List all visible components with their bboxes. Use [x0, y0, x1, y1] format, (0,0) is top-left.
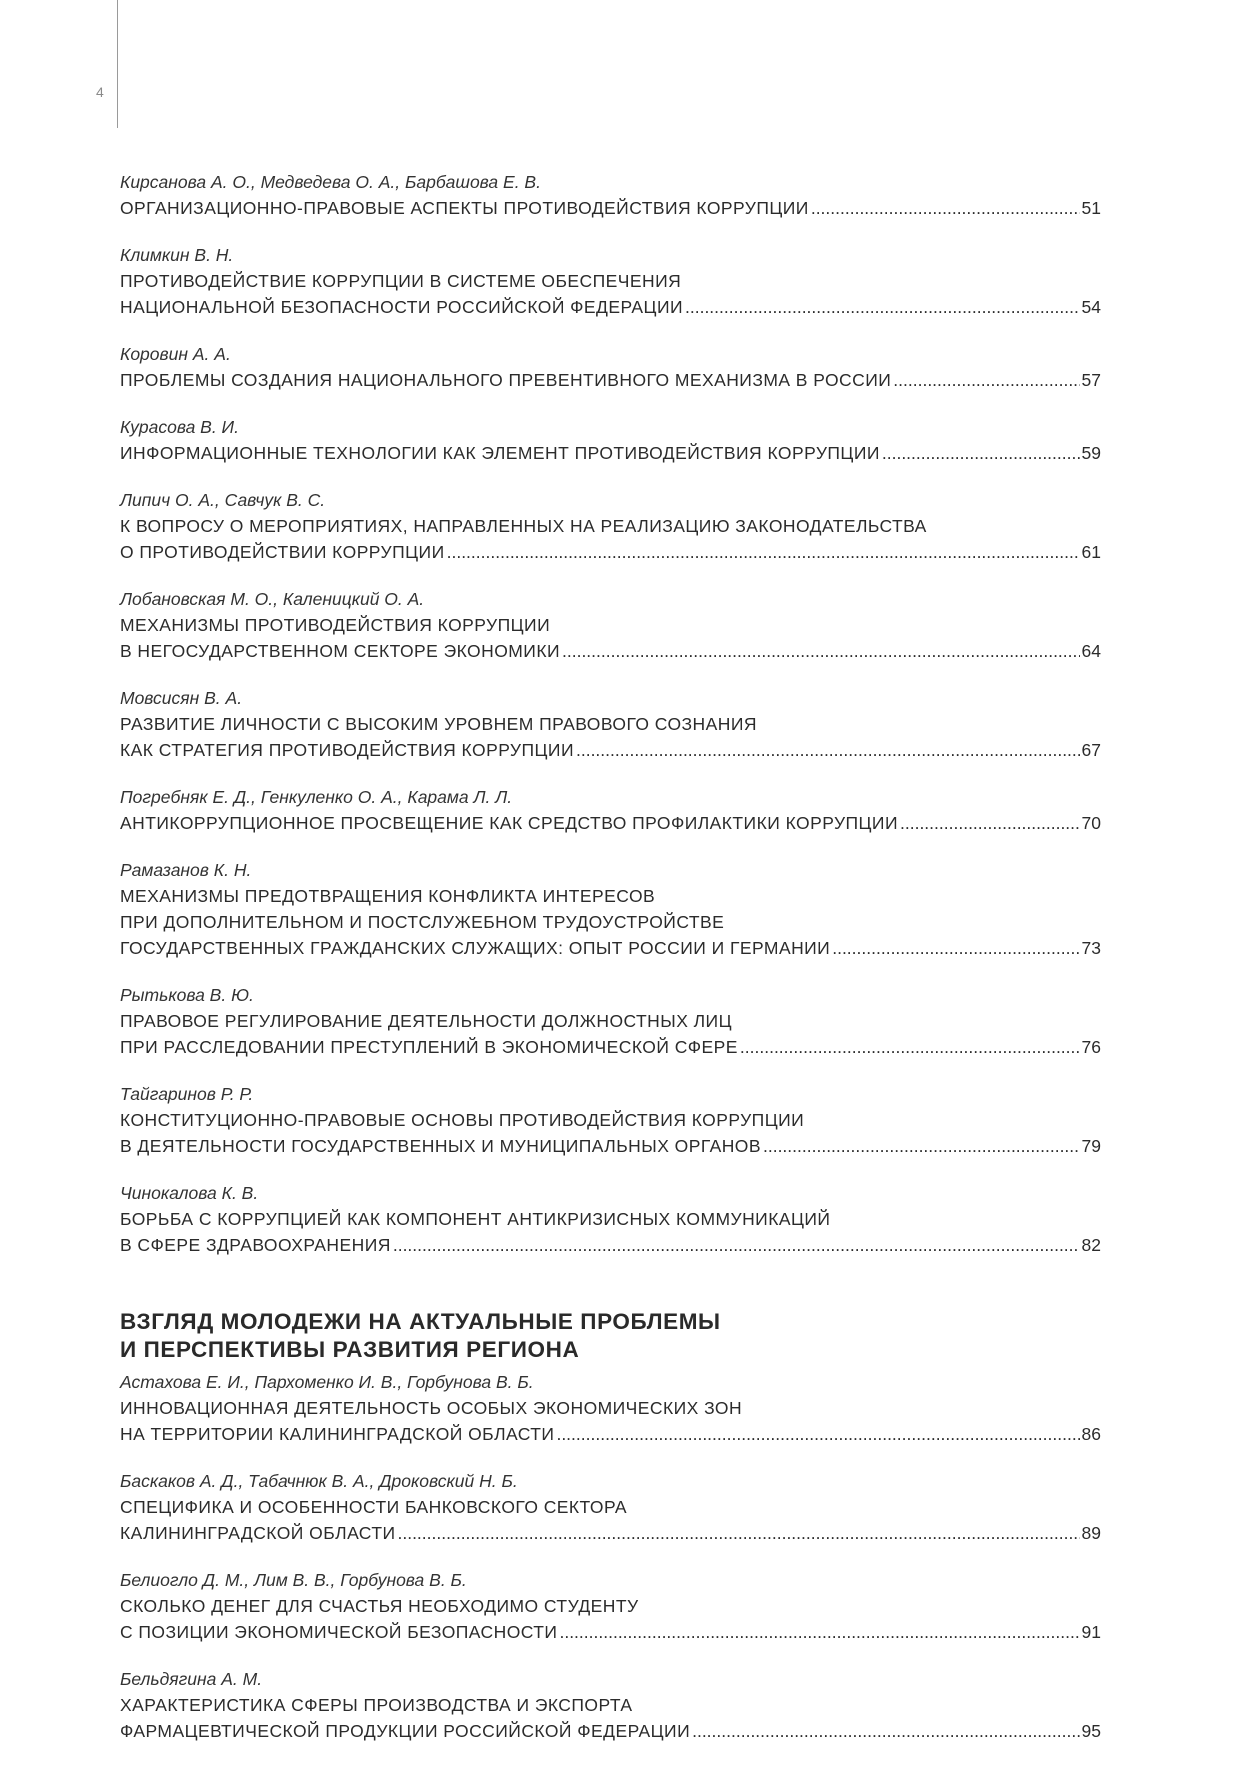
- entry-page-number[interactable]: 61: [1081, 542, 1101, 562]
- dot-leader: [900, 810, 1080, 836]
- entry-title-last-line: [120, 367, 1101, 393]
- dot-leader: [832, 935, 1079, 961]
- dot-leader: [692, 1718, 1079, 1744]
- entry-authors: Коровин А. А.: [120, 344, 231, 364]
- entry-title-last-line: [120, 638, 1101, 664]
- entry-title-text: КАЛИНИНГРАДСКОЙ ОБЛАСТИ: [120, 1523, 396, 1543]
- dot-leader: [562, 638, 1080, 664]
- entry-authors: Рытькова В. Ю.: [120, 985, 254, 1005]
- entry-title-last-line: [120, 1718, 1101, 1744]
- toc-entry[interactable]: [120, 243, 1101, 320]
- dot-leader: [893, 367, 1079, 393]
- dot-leader: [393, 1232, 1080, 1258]
- entry-title-text: ФАРМАЦЕВТИЧЕСКОЙ ПРОДУКЦИИ РОССИЙСКОЙ ФЕДЕРАЦИИ: [120, 1721, 691, 1741]
- entry-authors: Климкин В. Н.: [120, 245, 234, 265]
- dot-leader: [559, 1619, 1079, 1645]
- entry-title-last-line: [120, 737, 1101, 763]
- entry-title-text: ПРОБЛЕМЫ СОЗДАНИЯ НАЦИОНАЛЬНОГО ПРЕВЕНТИВНОГО МЕХАНИЗМА В РОССИИ: [120, 370, 892, 390]
- entry-authors: Баскаков А. Д., Табачнюк В. А., Дроковский Н. Б.: [120, 1471, 518, 1491]
- toc-entry[interactable]: [120, 1568, 1101, 1645]
- entry-title-line: СКОЛЬКО ДЕНЕГ ДЛЯ СЧАСТЬЯ НЕОБХОДИМО СТУДЕНТУ: [120, 1596, 639, 1616]
- entry-title-text: О ПРОТИВОДЕЙСТВИИ КОРРУПЦИИ: [120, 542, 445, 562]
- entry-title-line: КОНСТИТУЦИОННО-ПРАВОВЫЕ ОСНОВЫ ПРОТИВОДЕЙСТВИЯ КОРРУПЦИИ: [120, 1110, 805, 1130]
- entry-title-last-line: [120, 440, 1101, 466]
- entry-authors: Погребняк Е. Д., Генкуленко О. А., Карама Л. Л.: [120, 787, 513, 807]
- entry-authors: Курасова В. И.: [120, 417, 239, 437]
- entry-title-line: ХАРАКТЕРИСТИКА СФЕРЫ ПРОИЗВОДСТВА И ЭКСПОРТА: [120, 1695, 633, 1715]
- entry-title-text: С ПОЗИЦИИ ЭКОНОМИЧЕСКОЙ БЕЗОПАСНОСТИ: [120, 1622, 558, 1642]
- entry-title-last-line: [120, 1133, 1101, 1159]
- entry-title-line: МЕХАНИЗМЫ ПРОТИВОДЕЙСТВИЯ КОРРУПЦИИ: [120, 615, 551, 635]
- entry-title-text: АНТИКОРРУПЦИОННОЕ ПРОСВЕЩЕНИЕ КАК СРЕДСТВО ПРОФИЛАКТИКИ КОРРУПЦИИ: [120, 813, 898, 833]
- dot-leader: [397, 1520, 1079, 1546]
- entry-title-last-line: [120, 539, 1101, 565]
- entry-title-text: ГОСУДАРСТВЕННЫХ ГРАЖДАНСКИХ СЛУЖАЩИХ: ОПЫТ РОССИИ И ГЕРМАНИИ: [120, 938, 831, 958]
- entry-authors: Белиогло Д. М., Лим В. В., Горбунова В. Б.: [120, 1570, 467, 1590]
- entry-authors: Липич О. А., Савчук В. С.: [120, 490, 326, 510]
- entry-page-number[interactable]: 70: [1081, 813, 1101, 833]
- dot-leader: [740, 1034, 1080, 1060]
- entry-title-text: НАЦИОНАЛЬНОЙ БЕЗОПАСНОСТИ РОССИЙСКОЙ ФЕДЕРАЦИИ: [120, 297, 683, 317]
- toc-entry[interactable]: [120, 785, 1101, 836]
- toc-entry[interactable]: [120, 1667, 1101, 1744]
- entry-title-line: ИННОВАЦИОННАЯ ДЕЯТЕЛЬНОСТЬ ОСОБЫХ ЭКОНОМИЧЕСКИХ ЗОН: [120, 1398, 743, 1418]
- toc-entry[interactable]: [120, 342, 1101, 393]
- dot-leader: [556, 1421, 1079, 1447]
- entry-page-number[interactable]: 54: [1081, 297, 1101, 317]
- entry-title-text: НА ТЕРРИТОРИИ КАЛИНИНГРАДСКОЙ ОБЛАСТИ: [120, 1424, 555, 1444]
- entry-authors: Кирсанова А. О., Медведева О. А., Барбашова Е. В.: [120, 172, 541, 192]
- entry-title-text: В НЕГОСУДАРСТВЕННОМ СЕКТОРЕ ЭКОНОМИКИ: [120, 641, 560, 661]
- entry-title-line: РАЗВИТИЕ ЛИЧНОСТИ С ВЫСОКИМ УРОВНЕМ ПРАВОВОГО СОЗНАНИЯ: [120, 714, 757, 734]
- section-heading: [120, 1308, 1101, 1364]
- entry-page-number[interactable]: 89: [1081, 1523, 1101, 1543]
- dot-leader: [576, 737, 1080, 763]
- table-of-contents: [120, 170, 1101, 1766]
- entry-title-line: ПРАВОВОЕ РЕГУЛИРОВАНИЕ ДЕЯТЕЛЬНОСТИ ДОЛЖНОСТНЫХ ЛИЦ: [120, 1011, 732, 1031]
- toc-entry[interactable]: [120, 1469, 1101, 1546]
- entry-title-text: В ДЕЯТЕЛЬНОСТИ ГОСУДАРСТВЕННЫХ И МУНИЦИПАЛЬНЫХ ОРГАНОВ: [120, 1136, 761, 1156]
- entry-title-line: БОРЬБА С КОРРУПЦИЕЙ КАК КОМПОНЕНТ АНТИКРИЗИСНЫХ КОММУНИКАЦИЙ: [120, 1209, 831, 1229]
- margin-rule: [117, 0, 118, 128]
- entry-page-number[interactable]: 57: [1081, 370, 1101, 390]
- toc-entry[interactable]: [120, 983, 1101, 1060]
- entry-page-number[interactable]: 76: [1081, 1037, 1101, 1057]
- section-heading-line: И ПЕРСПЕКТИВЫ РАЗВИТИЯ РЕГИОНА: [120, 1337, 580, 1362]
- entry-authors: Лобановская М. О., Каленицкий О. А.: [120, 589, 425, 609]
- entry-page-number[interactable]: 82: [1081, 1235, 1101, 1255]
- toc-entry[interactable]: [120, 1181, 1101, 1258]
- toc-entry[interactable]: [120, 686, 1101, 763]
- entry-title-last-line: [120, 1034, 1101, 1060]
- entry-title-text: КАК СТРАТЕГИЯ ПРОТИВОДЕЙСТВИЯ КОРРУПЦИИ: [120, 740, 574, 760]
- entry-authors: Бельдягина А. М.: [120, 1669, 263, 1689]
- entry-authors: Чинокалова К. В.: [120, 1183, 259, 1203]
- toc-part-1: [120, 170, 1101, 1258]
- entry-title-last-line: [120, 935, 1101, 961]
- dot-leader: [685, 294, 1080, 320]
- entry-page-number[interactable]: 51: [1081, 198, 1101, 218]
- entry-title-line: СПЕЦИФИКА И ОСОБЕННОСТИ БАНКОВСКОГО СЕКТОРА: [120, 1497, 628, 1517]
- entry-title-text: ПРИ РАССЛЕДОВАНИИ ПРЕСТУПЛЕНИЙ В ЭКОНОМИЧЕСКОЙ СФЕРЕ: [120, 1037, 738, 1057]
- dot-leader: [447, 539, 1080, 565]
- entry-page-number[interactable]: 79: [1081, 1136, 1101, 1156]
- toc-entry[interactable]: [120, 587, 1101, 664]
- entry-title-last-line: [120, 1520, 1101, 1546]
- entry-authors: Мовсисян В. А.: [120, 688, 243, 708]
- entry-title-text: В СФЕРЕ ЗДРАВООХРАНЕНИЯ: [120, 1235, 391, 1255]
- entry-title-line: ПРИ ДОПОЛНИТЕЛЬНОМ И ПОСТСЛУЖЕБНОМ ТРУДОУСТРОЙСТВЕ: [120, 912, 725, 932]
- entry-authors: Астахова Е. И., Пархоменко И. В., Горбунова В. Б.: [120, 1372, 534, 1392]
- entry-title-last-line: [120, 1619, 1101, 1645]
- entry-page-number[interactable]: 67: [1081, 740, 1101, 760]
- entry-title-line: МЕХАНИЗМЫ ПРЕДОТВРАЩЕНИЯ КОНФЛИКТА ИНТЕРЕСОВ: [120, 886, 656, 906]
- entry-page-number[interactable]: 64: [1081, 641, 1101, 661]
- entry-title-line: К ВОПРОСУ О МЕРОПРИЯТИЯХ, НАПРАВЛЕННЫХ НА РЕАЛИЗАЦИЮ ЗАКОНОДАТЕЛЬСТВА: [120, 516, 927, 536]
- toc-entry[interactable]: [120, 1082, 1101, 1159]
- entry-authors: Тайгаринов Р. Р.: [120, 1084, 254, 1104]
- toc-entry[interactable]: [120, 488, 1101, 565]
- entry-page-number[interactable]: 95: [1081, 1721, 1101, 1741]
- toc-part-2: [120, 1370, 1101, 1744]
- entry-title-last-line: [120, 1421, 1101, 1447]
- toc-entry[interactable]: [120, 170, 1101, 221]
- page-number: 4: [96, 84, 104, 100]
- entry-title-last-line: [120, 294, 1101, 320]
- entry-page-number[interactable]: 73: [1081, 938, 1101, 958]
- dot-leader: [763, 1133, 1080, 1159]
- entry-page-number[interactable]: 86: [1081, 1424, 1101, 1444]
- entry-title-last-line: [120, 810, 1101, 836]
- entry-title-text: ИНФОРМАЦИОННЫЕ ТЕХНОЛОГИИ КАК ЭЛЕМЕНТ ПРОТИВОДЕЙСТВИЯ КОРРУПЦИИ: [120, 443, 880, 463]
- entry-title-last-line: [120, 1232, 1101, 1258]
- entry-title-line: ПРОТИВОДЕЙСТВИЕ КОРРУПЦИИ В СИСТЕМЕ ОБЕСПЕЧЕНИЯ: [120, 271, 682, 291]
- entry-page-number[interactable]: 59: [1081, 443, 1101, 463]
- toc-entry[interactable]: [120, 858, 1101, 961]
- toc-entry[interactable]: [120, 1370, 1101, 1447]
- entry-title-text: ОРГАНИЗАЦИОННО-ПРАВОВЫЕ АСПЕКТЫ ПРОТИВОДЕЙСТВИЯ КОРРУПЦИИ: [120, 198, 809, 218]
- section-heading-line: ВЗГЛЯД МОЛОДЕЖИ НА АКТУАЛЬНЫЕ ПРОБЛЕМЫ: [120, 1309, 721, 1334]
- dot-leader: [811, 195, 1080, 221]
- entry-title-last-line: [120, 195, 1101, 221]
- toc-entry[interactable]: [120, 415, 1101, 466]
- entry-page-number[interactable]: 91: [1081, 1622, 1101, 1642]
- dot-leader: [882, 440, 1080, 466]
- entry-authors: Рамазанов К. Н.: [120, 860, 252, 880]
